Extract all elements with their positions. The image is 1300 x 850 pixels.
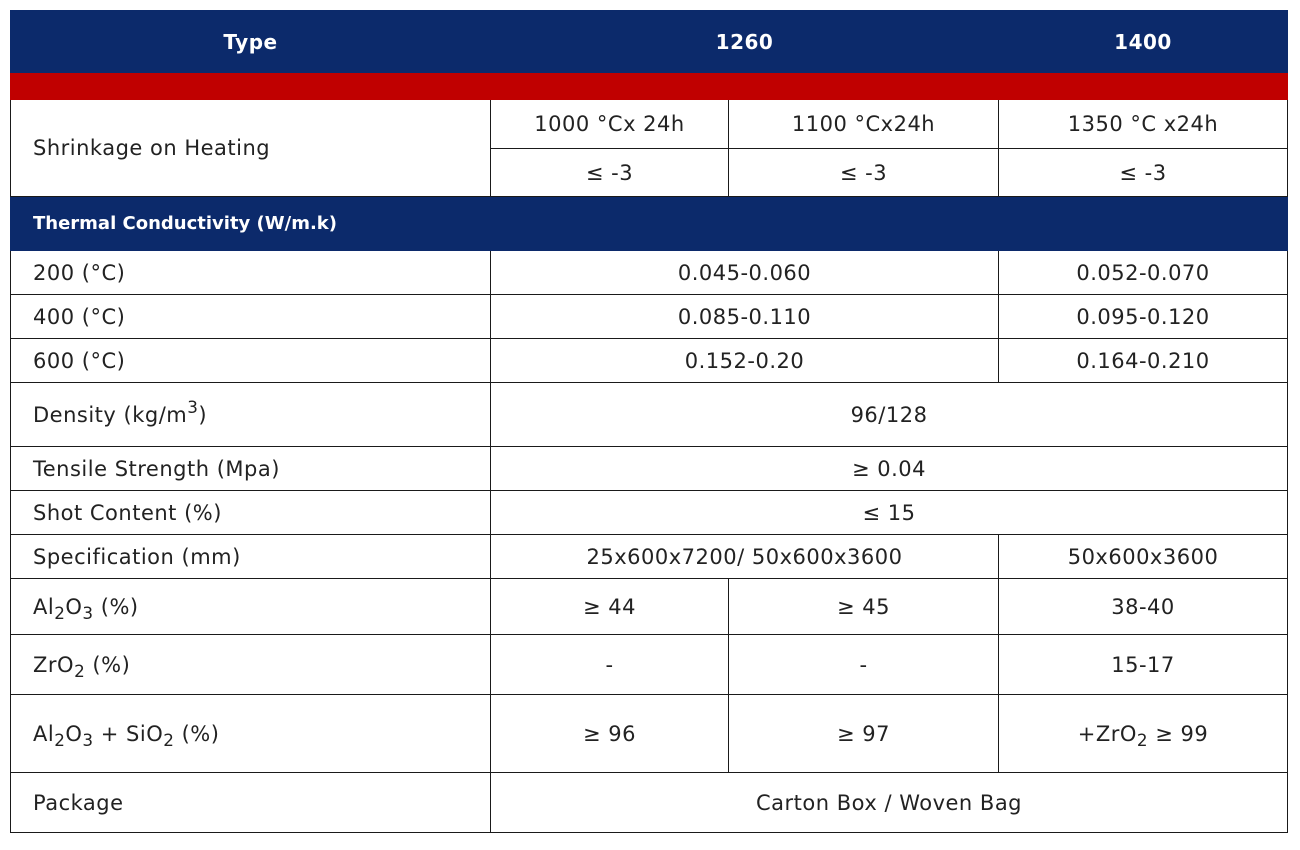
specification-row <box>11 535 1288 579</box>
package-row <box>11 773 1288 833</box>
shrinkage-value: ≤ -3 <box>491 149 729 197</box>
zro2-row <box>11 635 1288 695</box>
chem-o: O <box>65 721 83 746</box>
spec-table <box>10 10 1288 833</box>
al2o3-label-tail: (%) <box>93 594 139 619</box>
spec-table-container <box>10 10 1287 840</box>
package-value: Carton Box / Woven Bag <box>491 773 1288 833</box>
zro2-value: - <box>729 635 999 695</box>
density-label-suffix: ) <box>198 402 208 427</box>
specification-value-1400: 50x600x3600 <box>999 535 1288 579</box>
thermal-value-1260: 0.045-0.060 <box>491 251 999 295</box>
al2o3-sio2-label <box>11 695 491 773</box>
al2o3-sio2-zro2-value <box>999 695 1288 773</box>
al2o3-value: ≥ 45 <box>729 579 999 635</box>
zr-suffix: ≥ 99 <box>1148 721 1209 746</box>
header-type: Type <box>11 11 491 73</box>
shrinkage-condition-1100: 1100 °Cx24h <box>729 100 999 149</box>
thermal-value-1400: 0.095-0.120 <box>999 295 1288 339</box>
tensile-label: Tensile Strength (Mpa) <box>11 447 491 491</box>
thermal-row-200 <box>11 251 1288 295</box>
al2o3-sio2-label-tail: (%) <box>174 721 220 746</box>
chem-al: Al <box>33 721 55 746</box>
shrinkage-value: ≤ -3 <box>999 149 1288 197</box>
specification-label: Specification (mm) <box>11 535 491 579</box>
al2o3-row <box>11 579 1288 635</box>
tensile-row <box>11 447 1288 491</box>
chem-o: O <box>65 594 83 619</box>
header-row <box>11 11 1288 73</box>
thermal-row-400 <box>11 295 1288 339</box>
chem-subscript: 3 <box>82 730 94 751</box>
density-label-prefix: Density (kg/m <box>33 402 188 427</box>
red-divider-bar <box>11 73 1288 100</box>
thermal-label: 400 (°C) <box>11 295 491 339</box>
header-1260: 1260 <box>491 11 999 73</box>
shrinkage-row-conditions <box>11 100 1288 149</box>
thermal-value-1400: 0.052-0.070 <box>999 251 1288 295</box>
specification-value-1260: 25x600x7200/ 50x600x3600 <box>491 535 999 579</box>
chem-subscript: 2 <box>54 730 66 751</box>
shrinkage-label: Shrinkage on Heating <box>11 100 491 197</box>
density-row <box>11 383 1288 447</box>
tensile-value: ≥ 0.04 <box>491 447 1288 491</box>
chem-subscript: 2 <box>163 730 175 751</box>
thermal-section-label: Thermal Conductivity (W/m.k) <box>11 197 1288 251</box>
zro2-value: - <box>491 635 729 695</box>
al2o3-sio2-row <box>11 695 1288 773</box>
shrinkage-value: ≤ -3 <box>729 149 999 197</box>
thermal-row-600 <box>11 339 1288 383</box>
header-1400: 1400 <box>999 11 1288 73</box>
thermal-value-1260: 0.085-0.110 <box>491 295 999 339</box>
zro2-label <box>11 635 491 695</box>
chem-subscript: 2 <box>54 603 66 624</box>
thermal-section-row <box>11 197 1288 251</box>
shrinkage-condition-1350: 1350 °C x24h <box>999 100 1288 149</box>
thermal-value-1400: 0.164-0.210 <box>999 339 1288 383</box>
chem-subscript: 2 <box>1136 730 1149 751</box>
thermal-label: 200 (°C) <box>11 251 491 295</box>
zro2-value: 15-17 <box>999 635 1288 695</box>
shot-value: ≤ 15 <box>491 491 1288 535</box>
al2o3-value: ≥ 44 <box>491 579 729 635</box>
thermal-label: 600 (°C) <box>11 339 491 383</box>
chem-subscript: 2 <box>74 661 86 682</box>
chem-subscript: 3 <box>82 603 94 624</box>
density-value: 96/128 <box>491 383 1288 447</box>
chem-al: Al <box>33 594 55 619</box>
thermal-value-1260: 0.152-0.20 <box>491 339 999 383</box>
al2o3-label <box>11 579 491 635</box>
zr-prefix: +ZrO <box>1077 721 1137 746</box>
density-label <box>11 383 491 447</box>
shot-row <box>11 491 1288 535</box>
al2o3-sio2-label-mid: + SiO <box>93 721 164 746</box>
al2o3-value: 38-40 <box>999 579 1288 635</box>
chem-zro: ZrO <box>33 652 75 677</box>
zro2-label-tail: (%) <box>85 652 131 677</box>
density-label-sup: 3 <box>187 397 199 418</box>
al2o3-sio2-value: ≥ 96 <box>491 695 729 773</box>
shrinkage-condition-1000: 1000 °Cx 24h <box>491 100 729 149</box>
al2o3-sio2-value: ≥ 97 <box>729 695 999 773</box>
shot-label: Shot Content (%) <box>11 491 491 535</box>
package-label: Package <box>11 773 491 833</box>
